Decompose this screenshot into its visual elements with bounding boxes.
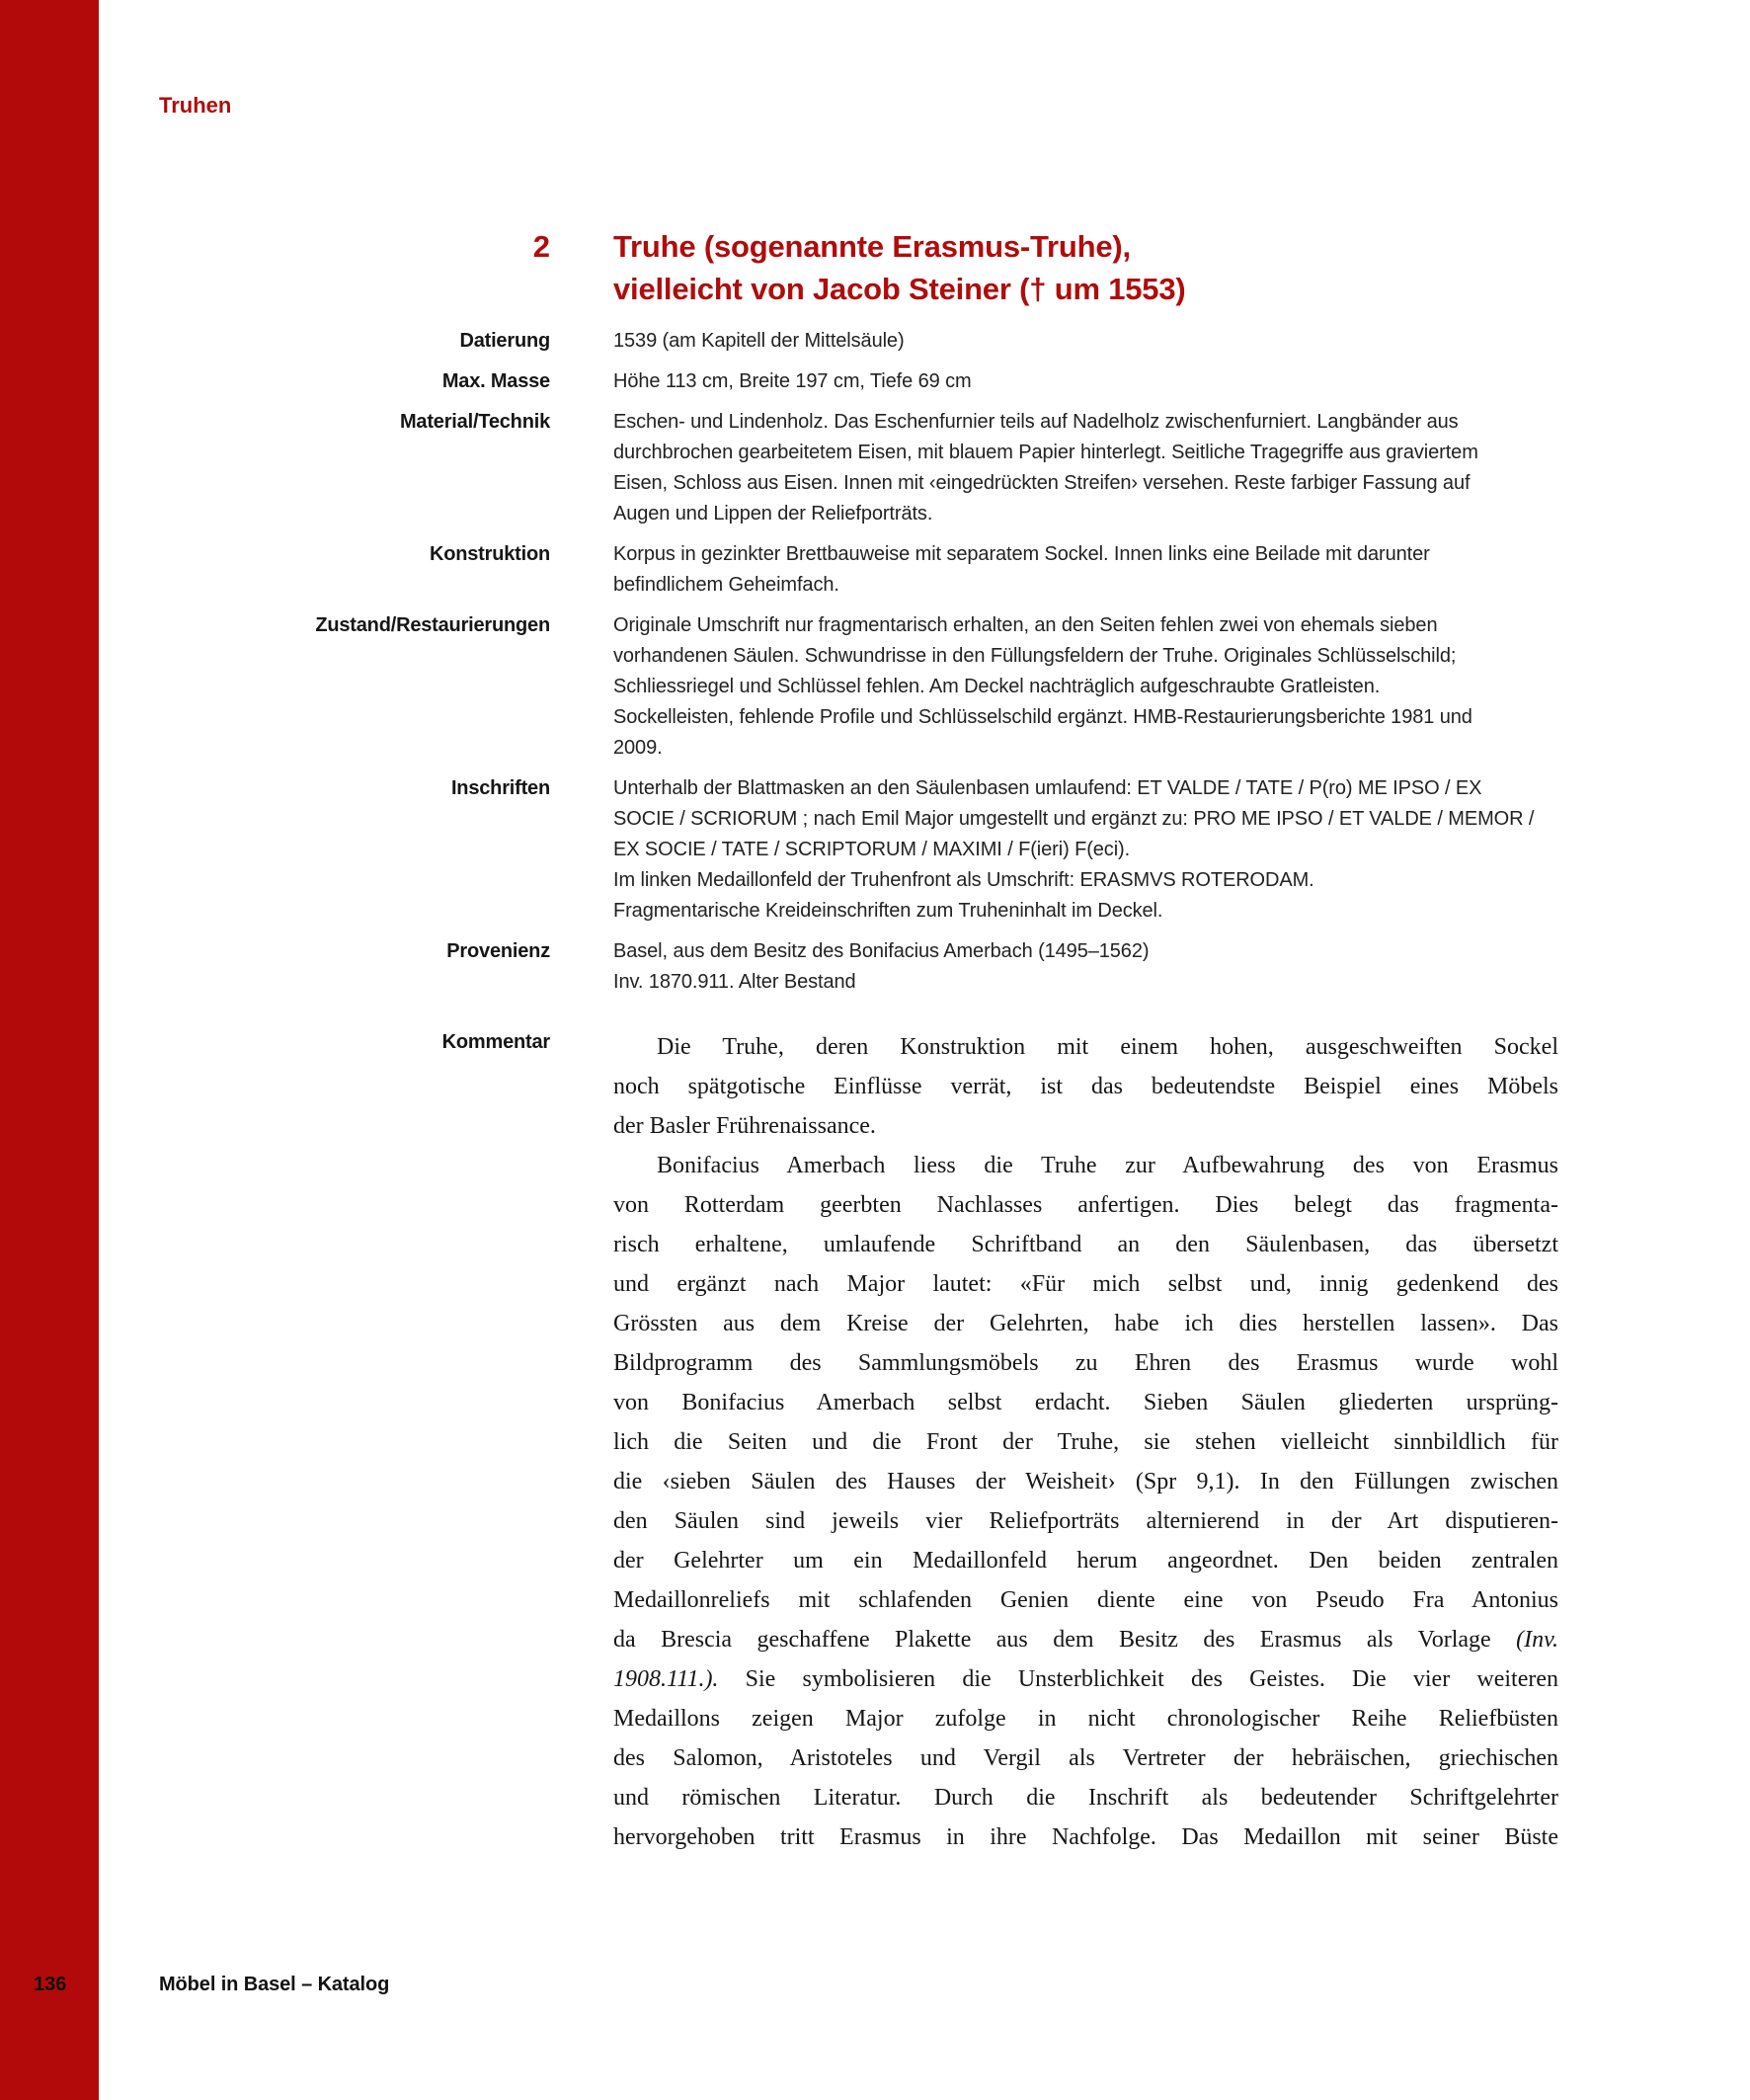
field-label: Max. Masse: [441, 370, 550, 392]
field-label: Material/Technik: [399, 411, 550, 433]
field-row: [159, 610, 1558, 764]
field-row: [159, 326, 1558, 357]
kommentar-line: [613, 1541, 1558, 1580]
text-run: Grössten aus dem Kreise der Gelehrten, habe ich dies herstellen lassen». Das: [613, 1311, 1558, 1336]
kommentar-line: [613, 1106, 1558, 1146]
text-run: Bildprogramm des Sammlungsmöbels zu Ehren des Erasmus wurde wohl: [613, 1350, 1558, 1376]
field-value-line: 2009.: [613, 737, 663, 759]
text-run: Bonifacius Amerbach liess die Truhe zur Aufbewahrung des von Erasmus: [657, 1153, 1558, 1178]
field-value-line: SOCIE / SCRIORUM ; nach Emil Major umgestellt und ergänzt zu: PRO ME IPSO / ET VALDE / MEMOR /: [613, 808, 1535, 830]
field-value-line: Originale Umschrift nur fragmentarisch erhalten, an den Seiten fehlen zwei von ehemals sieben: [613, 614, 1438, 636]
text-run: hervorgehoben tritt Erasmus in ihre Nachfolge. Das Medaillon mit seiner Büste: [613, 1824, 1558, 1850]
kommentar-line: [613, 1146, 1558, 1185]
field-value-line: Korpus in gezinkter Brettbauweise mit separatem Sockel. Innen links eine Beilade mit darunter: [613, 543, 1430, 565]
field-label: Inschriften: [450, 777, 550, 799]
field-value-line: 1539 (am Kapitell der Mittelsäule): [613, 330, 905, 352]
field-value: [613, 366, 1558, 397]
field-value: [613, 326, 1558, 357]
field-label: Zustand/Restaurierungen: [315, 614, 550, 636]
catalog-entry: [159, 225, 1558, 1857]
kommentar-line: [613, 1620, 1558, 1659]
text-run: Medaillonreliefs mit schlafenden Genien diente eine von Pseudo Fra Antonius: [613, 1587, 1558, 1613]
text-run: Die Truhe, deren Konstruktion mit einem hohen, ausgeschweiften Sockel: [657, 1034, 1558, 1060]
field-value-line: Höhe 113 cm, Breite 197 cm, Tiefe 69 cm: [613, 370, 972, 392]
field-row: [159, 936, 1558, 998]
kommentar-row: [159, 1027, 1558, 1857]
field-label: Provenienz: [446, 940, 550, 962]
field-row: [159, 366, 1558, 397]
entry-number: 2: [532, 229, 550, 264]
field-value-line: befindlichem Geheimfach.: [613, 574, 839, 596]
field-value: [613, 773, 1558, 927]
entry-title-line: vielleicht von Jacob Steiner († um 1553): [613, 272, 1186, 306]
text-run: risch erhaltene, umlaufende Schriftband an den Säulenbasen, das übersetzt: [613, 1232, 1558, 1257]
field-value-line: Augen und Lippen der Reliefporträts.: [613, 503, 933, 525]
entry-title: [613, 225, 1558, 310]
kommentar-line: [613, 1185, 1558, 1225]
field-value-line: Unterhalb der Blattmasken an den Säulenbasen umlaufend: ET VALDE / TATE / P(ro) ME IPSO / EX: [613, 777, 1482, 799]
page-footer: [0, 1974, 1750, 2005]
kommentar-line: [613, 1699, 1558, 1738]
field-value-line: durchbrochen gearbeitetem Eisen, mit blauem Papier hinterlegt. Seitliche Tragegriffe aus graviertem: [613, 442, 1478, 463]
field-value-line: Eschen- und Lindenholz. Das Eschenfurnier teils auf Nadelholz zwischenfurniert. Langbänder aus: [613, 411, 1459, 433]
kommentar-line: [613, 1304, 1558, 1343]
entry-title-row: [159, 225, 1558, 310]
text-run: von Rotterdam geerbten Nachlasses anfertigen. Dies belegt das fragmenta-: [613, 1192, 1558, 1218]
running-header: Truhen: [159, 93, 232, 118]
field-value-line: Schliessriegel und Schlüssel fehlen. Am Deckel nachträglich aufgeschraubte Gratleisten.: [613, 676, 1381, 697]
kommentar-line: [613, 1422, 1558, 1462]
catalog-fields: [159, 326, 1558, 998]
field-value: [613, 610, 1558, 764]
text-run: die ‹sieben Säulen des Hauses der Weisheit› (Spr 9,1). In den Füllungen zwischen: [613, 1469, 1558, 1494]
kommentar-line: [613, 1659, 1558, 1699]
text-run: des Salomon, Aristoteles und Vergil als Vertreter der hebräischen, griechischen: [613, 1745, 1558, 1771]
kommentar-line: [613, 1738, 1558, 1778]
field-value: [613, 539, 1558, 601]
text-run: den Säulen sind jeweils vier Reliefporträts alternierend in der Art disputieren-: [613, 1508, 1558, 1534]
field-value-line: Fragmentarische Kreideinschriften zum Truheninhalt im Deckel.: [613, 900, 1163, 922]
text-run: lich die Seiten und die Front der Truhe, sie stehen vielleicht sinnbildlich für: [613, 1429, 1558, 1455]
text-run: da Brescia geschaffene Plakette aus dem Besitz des Erasmus als Vorlage: [613, 1627, 1517, 1653]
field-label-kommentar: Kommentar: [441, 1031, 550, 1053]
field-value: [613, 407, 1558, 529]
field-value: [613, 936, 1558, 998]
kommentar-line: [613, 1264, 1558, 1304]
field-label: Datierung: [459, 330, 550, 352]
kommentar-line: [613, 1383, 1558, 1422]
field-row: [159, 407, 1558, 529]
kommentar-line: [613, 1225, 1558, 1264]
field-label: Konstruktion: [429, 543, 550, 565]
field-value-line: Basel, aus dem Besitz des Bonifacius Amerbach (1495–1562): [613, 940, 1150, 962]
text-run: von Bonifacius Amerbach selbst erdacht. Sieben Säulen gliederten ursprüng-: [613, 1390, 1558, 1415]
kommentar-line: [613, 1343, 1558, 1383]
field-value-line: Im linken Medaillonfeld der Truhenfront als Umschrift: ERASMVS ROTERODAM.: [613, 869, 1314, 891]
kommentar-line: [613, 1501, 1558, 1541]
inventory-reference: (Inv.: [1516, 1627, 1558, 1653]
field-value-line: vorhandenen Säulen. Schwundrisse in den Füllungsfeldern der Truhe. Originales Schlüsselschild;: [613, 645, 1457, 667]
kommentar-line: [613, 1580, 1558, 1620]
field-row: [159, 773, 1558, 927]
text-run: der Gelehrter um ein Medaillonfeld herum angeordnet. Den beiden zentralen: [613, 1548, 1558, 1574]
footer-book-title: Möbel in Basel – Katalog: [159, 1974, 390, 1995]
kommentar-line: [613, 1067, 1558, 1106]
kommentar-line: [613, 1027, 1558, 1067]
text-run: und römischen Literatur. Durch die Inschrift als bedeutender Schriftgelehrter: [613, 1785, 1558, 1811]
text-run: noch spätgotische Einflüsse verrät, ist das bedeutendste Beispiel eines Möbels: [613, 1074, 1558, 1099]
inventory-reference: 1908.111.).: [613, 1666, 719, 1692]
kommentar-line: [613, 1778, 1558, 1817]
spine-accent-bar: [0, 0, 99, 2100]
page-number: 136: [34, 1974, 67, 1995]
field-value-line: Inv. 1870.911. Alter Bestand: [613, 971, 856, 993]
kommentar-line: [613, 1817, 1558, 1857]
field-row: [159, 539, 1558, 601]
field-value-line: Sockelleisten, fehlende Profile und Schlüsselschild ergänzt. HMB-Restaurierungsberichte 1981 und: [613, 706, 1472, 728]
text-run: der Basler Frührenaissance.: [613, 1113, 876, 1139]
field-value-line: Eisen, Schloss aus Eisen. Innen mit ‹eingedrückten Streifen› versehen. Reste farbiger Fassung auf: [613, 472, 1471, 494]
kommentar-line: [613, 1462, 1558, 1501]
text-run: und ergänzt nach Major lautet: «Für mich selbst und, innig gedenkend des: [613, 1271, 1558, 1297]
entry-title-line: Truhe (sogenannte Erasmus-Truhe),: [613, 229, 1131, 264]
text-run: Sie symbolisieren die Unsterblichkeit des Geistes. Die vier weiteren: [718, 1666, 1558, 1692]
text-run: Medaillons zeigen Major zufolge in nicht chronologischer Reihe Reliefbüsten: [613, 1706, 1558, 1732]
field-value-line: EX SOCIE / TATE / SCRIPTORUM / MAXIMI / F(ieri) F(eci).: [613, 839, 1131, 860]
kommentar-text: [613, 1027, 1558, 1857]
